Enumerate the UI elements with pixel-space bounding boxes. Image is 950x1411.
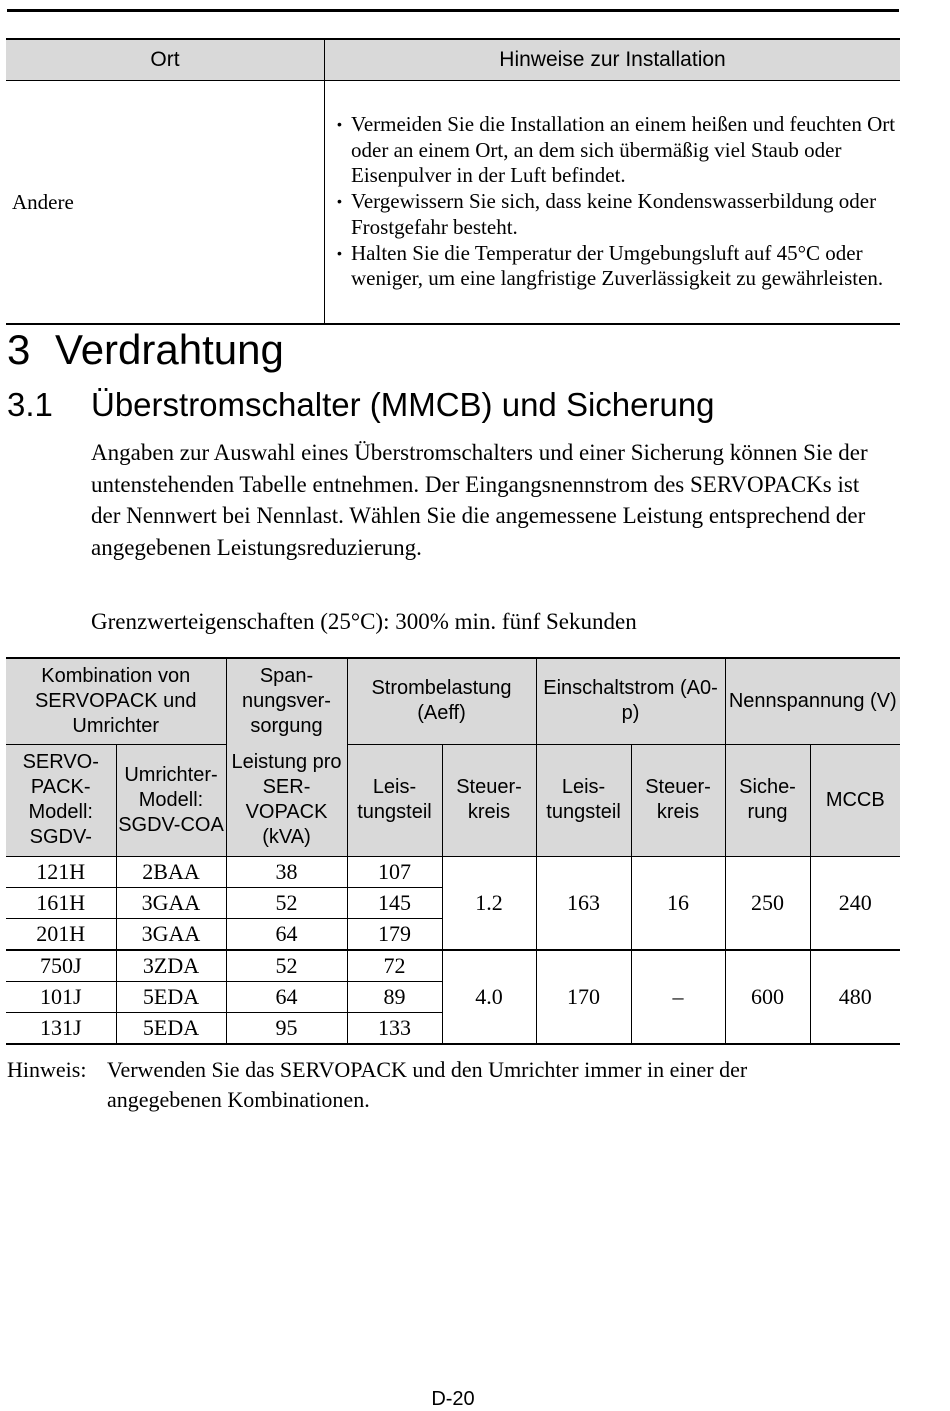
header-voltage: Nennspannung (V) xyxy=(725,658,900,744)
current-control-cell: 1.2 xyxy=(442,856,536,950)
table-row xyxy=(6,950,900,982)
converter-model-cell: 3GAA xyxy=(116,918,226,950)
mccb-cell: 480 xyxy=(810,950,900,1044)
servopack-model-cell: 101J xyxy=(6,981,116,1012)
inrush-control-cell: 16 xyxy=(631,856,725,950)
kva-cell: 64 xyxy=(226,918,347,950)
notes-cell xyxy=(325,81,901,325)
header-inrush-power-unit: Leis-tungsteil xyxy=(536,744,631,856)
section-number: 3 xyxy=(7,326,31,373)
footnote xyxy=(7,1055,887,1115)
header-current-power-unit: Leis-tungsteil xyxy=(347,744,442,856)
servopack-model-cell: 161H xyxy=(6,887,116,918)
footnote-label: Hinweis: xyxy=(7,1057,87,1082)
kva-cell: 52 xyxy=(226,887,347,918)
header-inrush: Einschaltstrom (A0-p) xyxy=(536,658,725,744)
converter-model-cell: 5EDA xyxy=(116,1012,226,1044)
current-power-cell: 179 xyxy=(347,918,442,950)
location-cell: Andere xyxy=(6,81,325,325)
mccb-cell: 240 xyxy=(810,856,900,950)
note-item xyxy=(337,241,900,292)
current-power-cell: 133 xyxy=(347,1012,442,1044)
notes-list xyxy=(325,112,900,292)
bullet-icon: • xyxy=(337,116,342,133)
kva-cell: 95 xyxy=(226,1012,347,1044)
footnote-text: Verwenden Sie das SERVOPACK und den Umrichter immer in einer der angegebenen Kombinationen. xyxy=(107,1057,748,1112)
inrush-power-cell: 163 xyxy=(536,856,631,950)
current-power-cell: 107 xyxy=(347,856,442,887)
top-rule xyxy=(7,9,899,12)
header-combination: Kombination von SERVOPACK und Umrichter xyxy=(6,658,226,744)
header-mccb: MCCB xyxy=(810,744,900,856)
converter-model-cell: 2BAA xyxy=(116,856,226,887)
bullet-icon: • xyxy=(337,244,342,261)
header-current-control: Steuer-kreis xyxy=(442,744,536,856)
inrush-control-cell: – xyxy=(631,950,725,1044)
current-power-cell: 89 xyxy=(347,981,442,1012)
header-inrush-control: Steuer-kreis xyxy=(631,744,725,856)
fuse-cell: 600 xyxy=(725,950,810,1044)
current-control-cell: 4.0 xyxy=(442,950,536,1044)
header-supply-bottom: Leistung pro SER-VOPACK (kVA) xyxy=(226,744,347,856)
section-heading xyxy=(7,326,284,374)
header-location: Ort xyxy=(6,39,325,81)
intro-paragraph: Angaben zur Auswahl eines Überstromschalters und einer Sicherung können Sie der untenstehenden Tabelle entnehmen. Der Eingangsnennstrom des SERVOPACKs ist der Nennwert bei Nennlast. Wählen Sie die angemessene Leistung entsprechend der angegebenen Leistungsreduzierung. xyxy=(91,440,868,560)
current-power-cell: 72 xyxy=(347,950,442,982)
header-converter-model: Umrichter-Modell: SGDV-COA xyxy=(116,744,226,856)
limit-paragraph: Grenzwerteigenschaften (25°C): 300% min. fünf Sekunden xyxy=(91,609,637,634)
note-item xyxy=(337,189,900,240)
servopack-model-cell: 201H xyxy=(6,918,116,950)
page-number: D-20 xyxy=(431,1388,475,1410)
kva-cell: 64 xyxy=(226,981,347,1012)
installation-table xyxy=(6,38,900,325)
header-supply-top: Span-nungsver-sorgung xyxy=(226,658,347,744)
fuse-cell: 250 xyxy=(725,856,810,950)
converter-model-cell: 5EDA xyxy=(116,981,226,1012)
servopack-model-cell: 121H xyxy=(6,856,116,887)
servopack-model-cell: 131J xyxy=(6,1012,116,1044)
converter-model-cell: 3ZDA xyxy=(116,950,226,982)
subsection-number: 3.1 xyxy=(7,386,53,423)
table-row xyxy=(6,856,900,887)
subsection-title: Überstromschalter (MMCB) und Sicherung xyxy=(91,386,715,423)
note-text: Halten Sie die Temperatur der Umgebungsluft auf 45°C oder weniger, um eine langfristige Zuverlässigkeit zu gewährleisten. xyxy=(351,240,884,291)
header-servopack-model: SERVO-PACK-Modell: SGDV- xyxy=(6,744,116,856)
subsection-heading xyxy=(7,386,715,424)
section-title: Verdrahtung xyxy=(55,326,284,373)
header-installation-notes: Hinweise zur Installation xyxy=(325,39,901,81)
kva-cell: 38 xyxy=(226,856,347,887)
header-current: Strombelastung (Aeff) xyxy=(347,658,536,744)
servopack-model-cell: 750J xyxy=(6,950,116,982)
note-text: Vergewissern Sie sich, dass keine Kondenswasserbildung oder Frostgefahr besteht. xyxy=(351,189,877,239)
inrush-power-cell: 170 xyxy=(536,950,631,1044)
converter-model-cell: 3GAA xyxy=(116,887,226,918)
note-text: Vermeiden Sie die Installation an einem heißen und feuchten Ort oder an einem Ort, an dem sich übermäßig viel Staub oder Eisenpulver in der Luft befindet. xyxy=(351,112,896,188)
header-fuse: Siche-rung xyxy=(725,744,810,856)
kva-cell: 52 xyxy=(226,950,347,982)
bullet-icon: • xyxy=(337,193,342,210)
note-item xyxy=(337,112,900,189)
breaker-table xyxy=(6,657,900,1045)
current-power-cell: 145 xyxy=(347,887,442,918)
